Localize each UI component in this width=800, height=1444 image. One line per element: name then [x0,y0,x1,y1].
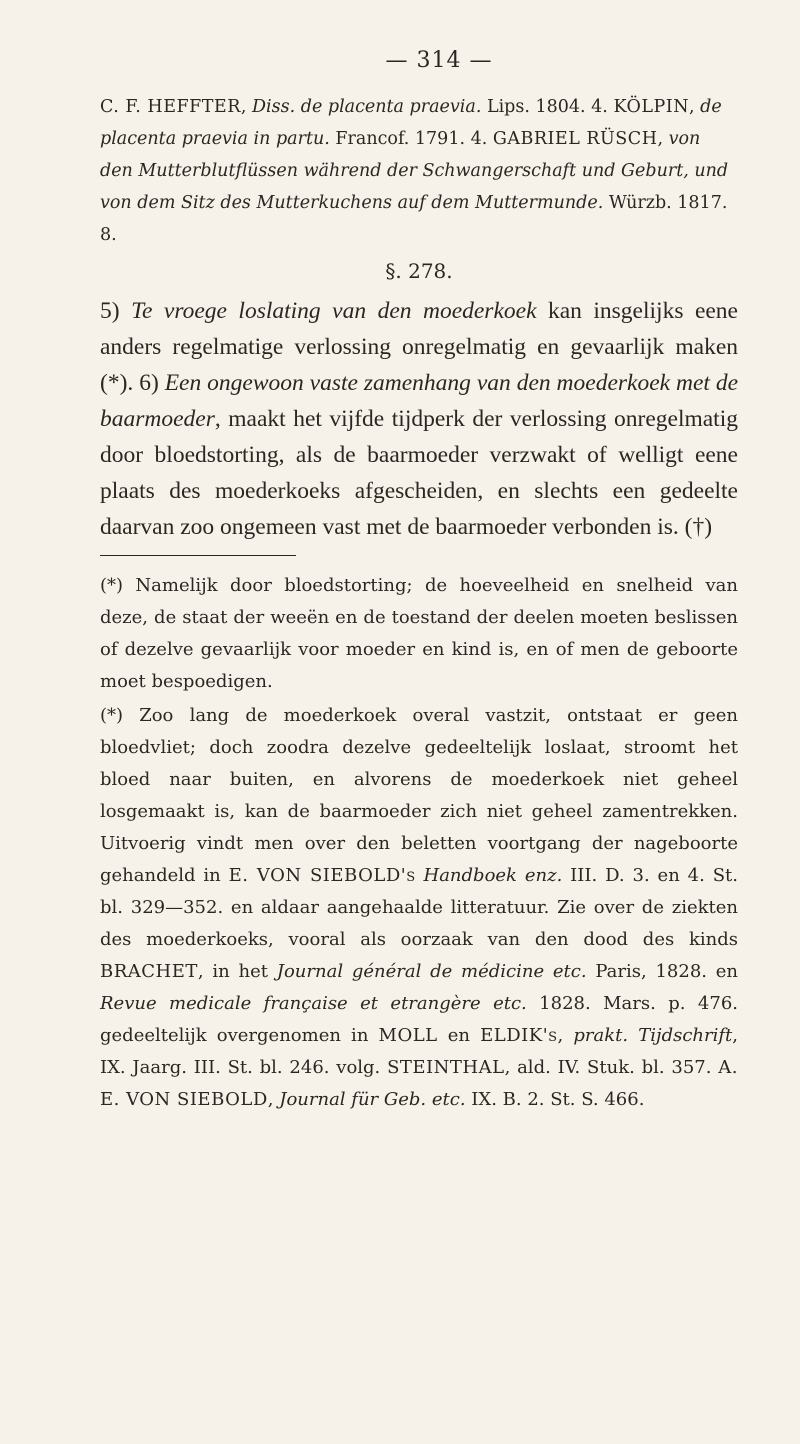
footnote-title: prakt. Tijdschrift [573,1025,733,1046]
footnote-1: (*) Namelijk door bloedstorting; de hoeveelheid en snelheid van deze, de staat der weeën en de toestand der deelen moeten beslissen of dezelve gevaarlijk voor moeder en kind is, en of men de geboorte moet bespoedigen. [100,575,738,692]
reference-author: GABRIEL RÜSCH [492,129,658,149]
footnotes [100,570,738,1116]
footnote-author: E. VON SIEBOLD's [228,865,416,886]
reference-list [100,91,738,251]
section-heading: §. 278. [385,259,453,283]
footnote-author: ELDIK's [480,1025,558,1046]
footnote-title: Handboek enz. [423,865,563,886]
reference-entry: GABRIEL RÜSCH, von den Mutterblutflüssen während der Schwangerschaft und Geburt, und von dem Sitz des Mutterkuchens auf dem Muttermunde. Würzb. 1817. 8. [100,129,729,245]
footnote-author: MOLL [378,1025,438,1046]
footnote-author: BRACHET [100,961,198,982]
reference-author: KÖLPIN [613,97,690,117]
reference-entry: C. F. HEFFTER, Diss. de placenta praevia. Lips. 1804. 4. [100,97,608,117]
footnote-title: Journal général de médicine etc. [276,961,587,982]
topic-6-title: Een ongewoon vaste zamenhang van den moederkoek met de baarmoeder [100,370,739,432]
footnote-title: Revue medicale française et etrangère etc. [100,993,527,1014]
footnote-author: A. E. VON SIEBOLD [100,1057,738,1110]
topic-5-title: Te vroege loslating van den moederkoek [131,298,537,324]
footnote-2: (*) Zoo lang de moederkoek overal vastzit, ontstaat er geen bloedvliet; doch zoodra dezelve gedeeltelijk loslaat, stroomt het bloed naar buiten, en alvorens de moederkoek niet geheel losgemaakt is, kan de baarmoeder zich niet geheel zamentrekken. Uitvoerig vindt men over den beletten voortgang der nageboorte gehandeld in E. VON SIEBOLD's Handboek enz. III. D. 3. en 4. St. bl. 329—352. en aldaar aangehaalde litteratuur. Zie over de ziekten des moederkoeks, vooral als oorzaak van den dood des kinds BRACHET, in het Journal général de médicine etc. Paris, 1828. en Revue medicale française et etrangère etc. 1828. Mars. p. 476. gedeeltelijk overgenomen in MOLL en ELDIK's, prakt. Tijdschrift, IX. Jaarg. III. St. bl. 246. volg. STEINTHAL, ald. IV. Stuk. bl. 357. A. E. VON SIEBOLD, Journal für Geb. etc. IX. B. 2. St. S. 466. [100,705,739,1110]
reference-title: de placenta praevia in partu. [100,97,722,149]
page-number: — 314 — [385,48,493,73]
footnote-divider [100,555,296,556]
reference-author: C. F. HEFFTER [100,97,241,117]
footnote-author: STEINTHAL [387,1057,505,1078]
reference-title: Diss. de placenta praevia. [252,97,482,117]
reference-entry: KÖLPIN, de placenta praevia in partu. Francof. 1791. 4. [100,97,722,149]
reference-title: von den Mutterblutflüssen während der Schwangerschaft und Geburt, und von dem Sitz des Mutterkuchens auf dem Muttermunde. [100,129,729,213]
body-paragraph: 5) Te vroege loslating van den moederkoek kan insgelijks eene anders regelmatige verlossing onregelmatig en gevaarlijk maken (*). 6) Een ongewoon vaste zamenhang van den moederkoek met de baarmoeder, maakt het vijfde tijdperk der verlossing onregelmatig door bloedstorting, als de baarmoeder verzwakt of welligt eene plaats des moederkoeks afgescheiden, en slechts een gedeelte daarvan zoo ongemeen vast met de baarmoeder verbonden is. (†) [100,298,739,540]
footnote-title: Journal für Geb. etc. [279,1089,466,1110]
